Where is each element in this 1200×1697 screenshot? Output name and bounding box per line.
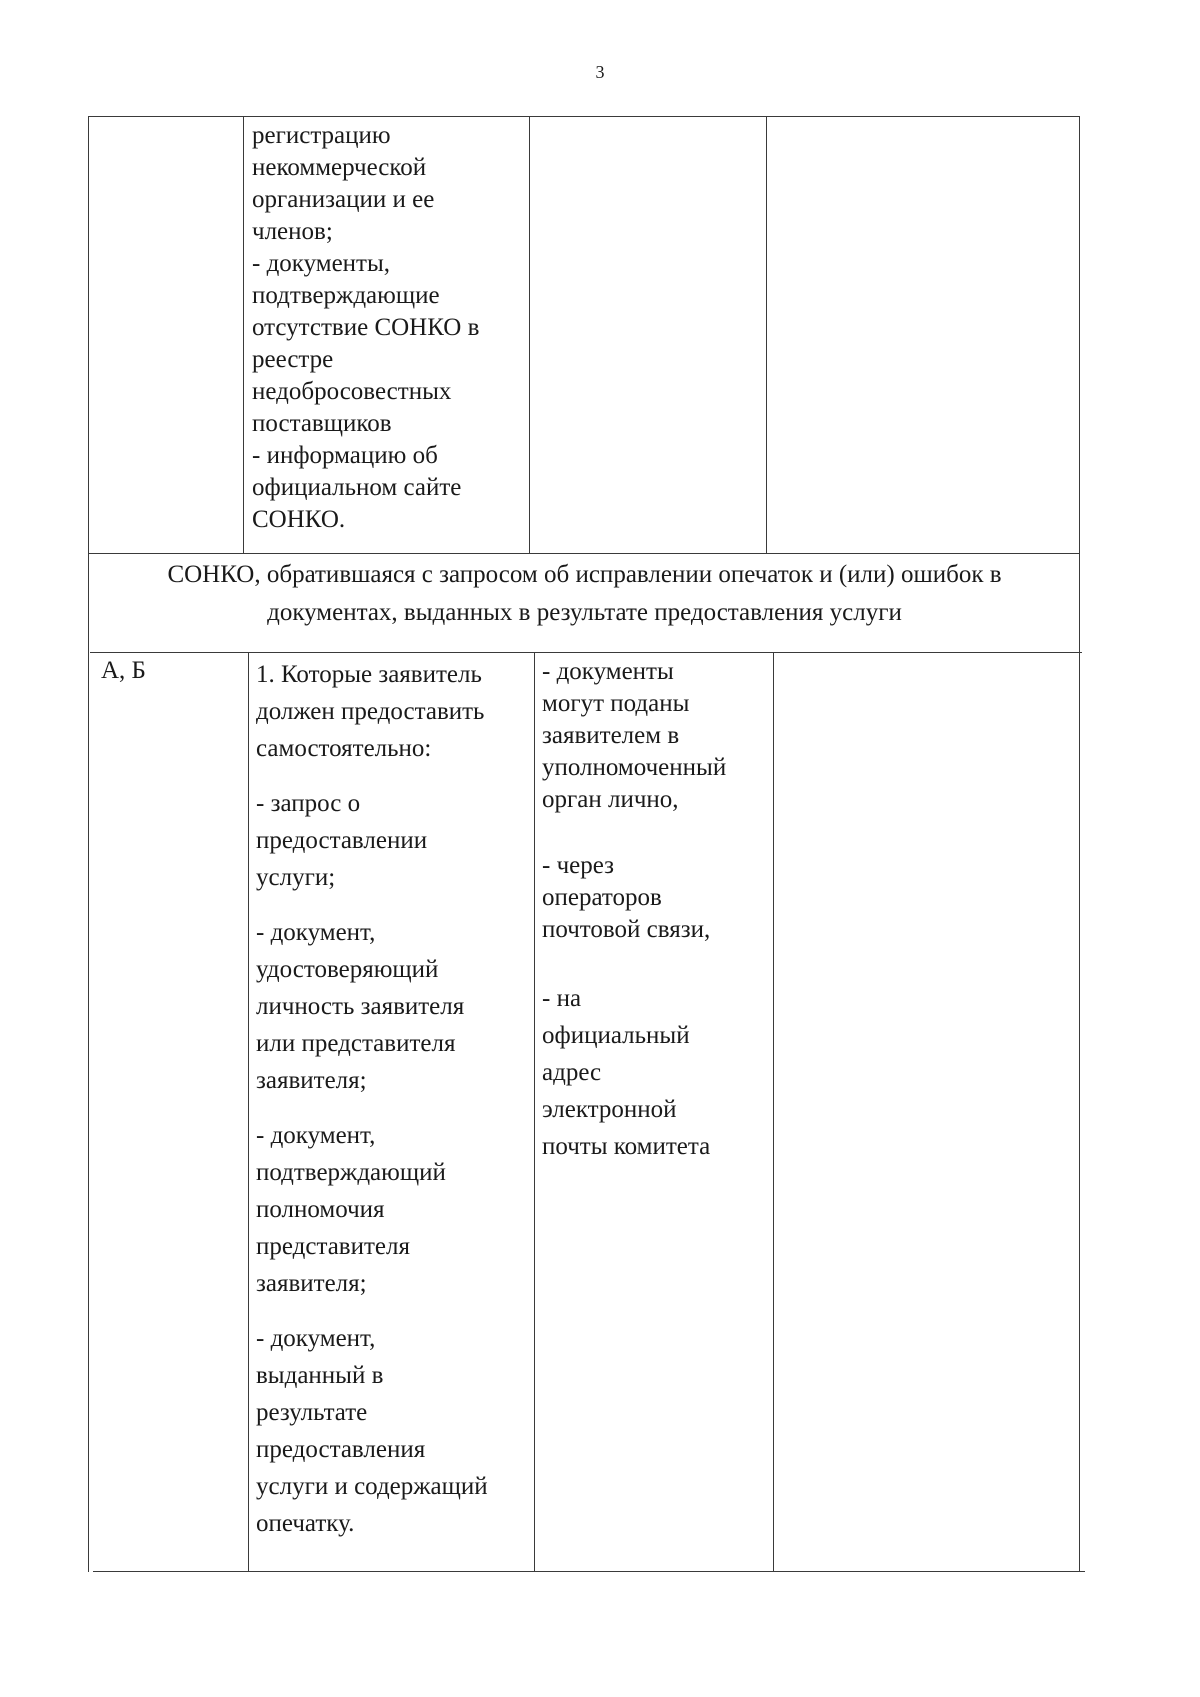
text-line: 1. Которые заявитель bbox=[256, 661, 482, 688]
row1-col3-empty-cell bbox=[530, 117, 766, 553]
text-line: реестре bbox=[252, 346, 334, 373]
text-line: предоставлении bbox=[256, 827, 428, 854]
text-line: официальном сайте bbox=[252, 474, 462, 501]
block-gap bbox=[256, 1302, 488, 1320]
text-line: отсутствие СОНКО в bbox=[252, 314, 480, 341]
text-block bbox=[542, 850, 726, 946]
text-line: подтверждающий bbox=[256, 1159, 446, 1186]
table-bottom-border bbox=[93, 1571, 1085, 1572]
block-gap bbox=[256, 767, 488, 785]
text-line: электронной bbox=[542, 1096, 677, 1123]
row2-col3-text bbox=[542, 656, 726, 1165]
table-row-divider-1 bbox=[88, 553, 1080, 554]
text-line: уполномоченный bbox=[542, 754, 727, 781]
row1-col2-text bbox=[252, 120, 479, 536]
text-line: подтверждающие bbox=[252, 282, 440, 309]
block-gap bbox=[542, 946, 726, 980]
text-line: удостоверяющий bbox=[256, 956, 439, 983]
text-line: заявителем в bbox=[542, 722, 680, 749]
block-gap bbox=[542, 816, 726, 850]
text-line: заявителя; bbox=[256, 1270, 367, 1297]
table-right-border bbox=[1079, 116, 1080, 1572]
row2-col4-empty-cell bbox=[774, 653, 1078, 1571]
text-line: полномочия bbox=[256, 1196, 385, 1223]
text-line: предоставления bbox=[256, 1436, 426, 1463]
text-line: орган лично, bbox=[542, 786, 679, 813]
col-divider-2-lower bbox=[534, 652, 535, 1572]
row1-col1-empty-cell bbox=[89, 117, 243, 553]
text-line: - на bbox=[542, 985, 582, 1012]
text-line: - документы, bbox=[252, 250, 391, 277]
text-line: операторов bbox=[542, 884, 662, 911]
text-line: адрес bbox=[542, 1059, 602, 1086]
text-block bbox=[542, 980, 726, 1165]
text-line: должен предоставить bbox=[256, 698, 485, 725]
text-line: услуги и содержащий bbox=[256, 1473, 488, 1500]
text-line: почтовой связи, bbox=[542, 916, 711, 943]
text-line: недобросовестных bbox=[252, 378, 452, 405]
page-number: 3 bbox=[595, 62, 605, 82]
row2-col2-text bbox=[256, 656, 488, 1542]
text-line: - документ, bbox=[256, 919, 376, 946]
text-block bbox=[256, 785, 488, 896]
text-line: услуги; bbox=[256, 864, 336, 891]
category-label: А, Б bbox=[101, 657, 146, 684]
text-line: могут поданы bbox=[542, 690, 690, 717]
text-line: выданный в bbox=[256, 1362, 384, 1389]
text-line: - через bbox=[542, 852, 615, 879]
text-line: - запрос о bbox=[256, 790, 361, 817]
col-divider-1-upper bbox=[243, 116, 244, 554]
text-line: поставщиков bbox=[252, 410, 392, 437]
row2-col1-text bbox=[101, 655, 146, 687]
text-line: заявителя; bbox=[256, 1067, 367, 1094]
text-line: опечатку. bbox=[256, 1510, 355, 1537]
text-line: членов; bbox=[252, 218, 333, 245]
text-line: результате bbox=[256, 1399, 368, 1426]
text-line: представителя bbox=[256, 1233, 410, 1260]
text-block bbox=[256, 656, 488, 767]
text-line: самостоятельно: bbox=[256, 735, 432, 762]
text-line: - документ, bbox=[256, 1325, 376, 1352]
section-header-line-2: документах, выданных в результате предоставления услуги bbox=[267, 599, 902, 626]
section-header bbox=[90, 556, 1079, 632]
section-header-line-1: СОНКО, обратившаяся с запросом об исправлении опечаток и (или) ошибок в bbox=[167, 561, 1002, 588]
text-line: - информацию об bbox=[252, 442, 438, 469]
text-line: некоммерческой bbox=[252, 154, 427, 181]
text-block bbox=[256, 1117, 488, 1302]
text-line: - документы bbox=[542, 658, 674, 685]
block-gap bbox=[256, 1099, 488, 1117]
text-line: СОНКО. bbox=[252, 506, 346, 533]
col-divider-1-lower bbox=[248, 652, 249, 1572]
text-line: официальный bbox=[542, 1022, 690, 1049]
block-gap bbox=[256, 896, 488, 914]
text-line: регистрацию bbox=[252, 122, 391, 149]
row1-col4-empty-cell bbox=[767, 117, 1079, 553]
text-line: - документ, bbox=[256, 1122, 376, 1149]
text-line: почты комитета bbox=[542, 1133, 711, 1160]
text-line: организации и ее bbox=[252, 186, 435, 213]
text-block bbox=[256, 914, 488, 1099]
text-line: личность заявителя bbox=[256, 993, 465, 1020]
text-line: или представителя bbox=[256, 1030, 456, 1057]
text-block bbox=[542, 656, 726, 816]
text-block bbox=[256, 1320, 488, 1542]
